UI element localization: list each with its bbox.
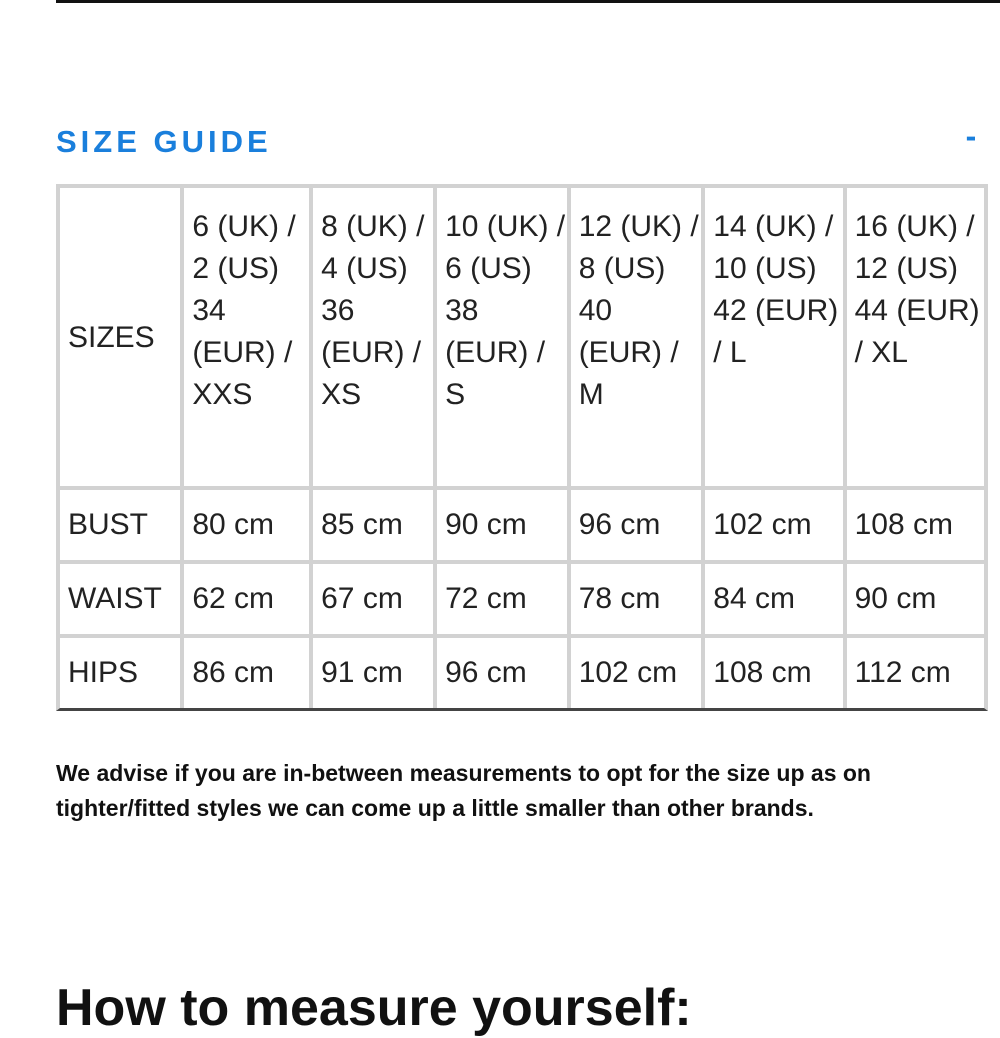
measure-cell: 90 cm bbox=[847, 564, 984, 638]
measure-cell: 102 cm bbox=[705, 490, 846, 564]
measure-cell: 86 cm bbox=[184, 638, 313, 708]
table-row-hips bbox=[60, 638, 984, 708]
table-row-bust bbox=[60, 490, 984, 564]
size-cell: 16 (UK) / 12 (US) 44 (EUR) / XL bbox=[847, 188, 984, 490]
row-label-hips: HIPS bbox=[60, 638, 184, 708]
size-cell: 6 (UK) / 2 (US) 34 (EUR) / XXS bbox=[184, 188, 313, 490]
measure-cell: 96 cm bbox=[437, 638, 571, 708]
size-table bbox=[56, 184, 988, 711]
measure-cell: 102 cm bbox=[571, 638, 706, 708]
measure-cell: 72 cm bbox=[437, 564, 571, 638]
measure-cell: 91 cm bbox=[313, 638, 437, 708]
measure-cell: 108 cm bbox=[847, 490, 984, 564]
measure-cell: 78 cm bbox=[571, 564, 706, 638]
measure-cell: 90 cm bbox=[437, 490, 571, 564]
size-cell: 14 (UK) / 10 (US) 42 (EUR) / L bbox=[705, 188, 846, 490]
row-label-bust: BUST bbox=[60, 490, 184, 564]
table-row-sizes bbox=[60, 188, 984, 490]
size-guide-title: SIZE GUIDE bbox=[56, 124, 272, 159]
measure-cell: 112 cm bbox=[854, 656, 951, 689]
collapse-toggle-button[interactable]: - bbox=[965, 118, 977, 154]
size-cell: 8 (UK) / 4 (US) 36 (EUR) / XS bbox=[313, 188, 437, 490]
size-cell: 10 (UK) / 6 (US) 38 (EUR) / S bbox=[437, 188, 571, 490]
size-cell: 12 (UK) / 8 (US) 40 (EUR) / M bbox=[571, 188, 706, 490]
measure-cell: 84 cm bbox=[705, 564, 846, 638]
measure-cell: 108 cm bbox=[705, 638, 846, 708]
measure-cell: 62 cm bbox=[184, 564, 313, 638]
measure-cell: 67 cm bbox=[313, 564, 437, 638]
measure-cell: 85 cm bbox=[313, 490, 437, 564]
sizing-advice-text: We advise if you are in-between measurements to opt for the size up as on tighter/fitted styles we can come up a little smaller than other brands. bbox=[56, 760, 871, 821]
table-row-waist bbox=[60, 564, 984, 638]
how-to-measure-heading: How to measure yourself: bbox=[56, 979, 692, 1037]
measure-cell: 96 cm bbox=[571, 490, 706, 564]
row-label-sizes: SIZES bbox=[60, 188, 184, 490]
top-divider bbox=[56, 0, 1000, 3]
measure-cell: 80 cm bbox=[184, 490, 313, 564]
row-label-waist: WAIST bbox=[60, 564, 184, 638]
